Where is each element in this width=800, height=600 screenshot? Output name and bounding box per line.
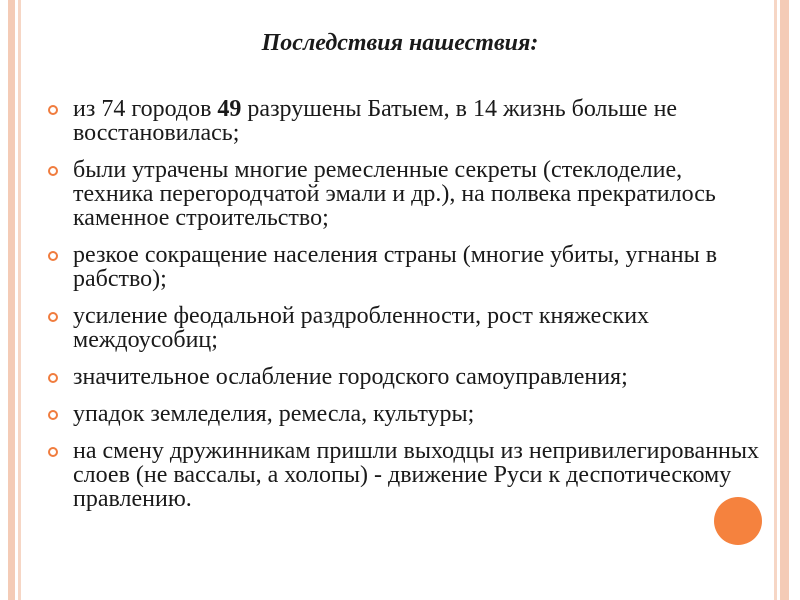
- bullet-circle-icon: [48, 251, 58, 261]
- bullet-circle-icon: [48, 312, 58, 322]
- bold-number: 49: [217, 96, 242, 122]
- bullet-item-5: [48, 365, 760, 389]
- bullet-circle-icon: [48, 447, 58, 457]
- left-decorative-line: [18, 0, 21, 600]
- bullet-item-1: [48, 97, 760, 145]
- right-decorative-rail: [780, 0, 789, 600]
- bullet-circle-icon: [48, 373, 58, 383]
- bullet-item-6: [48, 402, 760, 426]
- bullet-text: на смену дружинникам пришли выходцы из непривилегированных слоев (не вассалы, а холопы) - движение Руси к деспотическому правлению.: [73, 438, 760, 512]
- bullet-item-4: [48, 304, 760, 352]
- bullet-list: [48, 97, 760, 524]
- bullet-text: усиление феодальной раздробленности, рост княжеских междоусобиц;: [73, 303, 650, 353]
- bullet-item-3: [48, 243, 760, 291]
- bullet-text: были утрачены многие ремесленные секреты (стеклоделие, техника перегородчатой эмали и др.), на полвека прекратилось каменное строительство;: [73, 157, 716, 231]
- bullet-item-2: [48, 158, 760, 230]
- bullet-circle-icon: [48, 166, 58, 176]
- bullet-text: резкое сокращение населения страны (многие убиты, угнаны в рабство);: [73, 242, 718, 292]
- bullet-text: из 74 городов 49 разрушены Батыем, в 14 жизнь больше не восстановилась;: [73, 96, 678, 146]
- decorative-circle: [714, 497, 762, 545]
- slide-title: Последствия нашествия:: [261, 30, 539, 56]
- bullet-circle-icon: [48, 410, 58, 420]
- bullet-item-7: [48, 439, 760, 511]
- bullet-text: упадок земледелия, ремесла, культуры;: [73, 401, 475, 427]
- right-decorative-line: [774, 0, 777, 600]
- bullet-circle-icon: [48, 105, 58, 115]
- left-decorative-rail: [8, 0, 15, 600]
- bullet-text: значительное ослабление городского самоуправления;: [73, 364, 628, 390]
